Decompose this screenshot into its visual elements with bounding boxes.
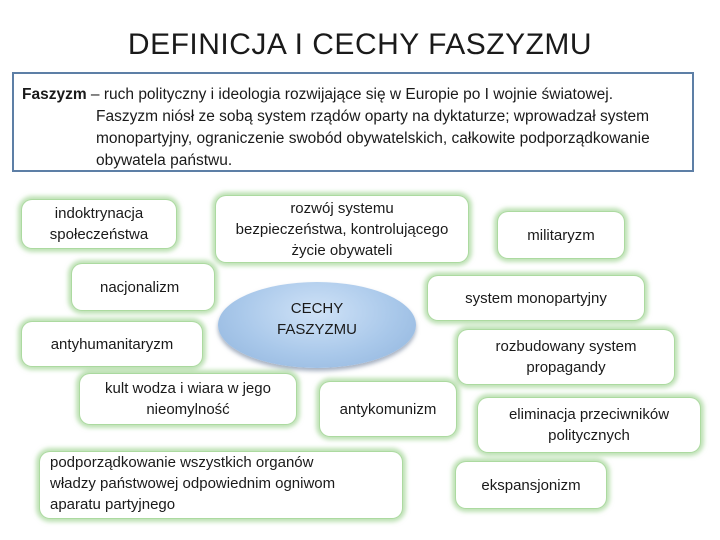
feature-indoktrynacja-line-1: indoktrynacja [54,205,144,222]
feature-rozwoj-line-1: rozwój systemu [290,199,394,217]
feature-eliminacja-line-1: eliminacja przeciwników [508,406,670,423]
center-label [277,298,357,340]
feature-nacjonalizm [72,264,214,310]
definition-term: Faszyzm [22,86,87,103]
definition-line-3: monopartyjny, ograniczenie swobód obywatelskich, całkowite podporządkowanie [96,130,650,147]
feature-ekspansjonizm [456,462,606,508]
center-node [218,282,416,368]
page-title: DEFINICJA I CECHY FASZYZMU [127,28,593,61]
feature-nacjonalizm-label: nacjonalizm [100,278,180,296]
definition-box [12,72,694,172]
definition-line-2: Faszyzm niósł ze sobą system rządów oparty na dyktaturze; wprowadzał system [96,108,650,125]
feature-kult-line-1: kult wodza i wiara w jego [105,380,271,397]
feature-podporzadkowanie [40,452,402,518]
definition-line-1 [22,84,684,106]
center-line-1: CECHY [290,300,344,317]
feature-monopartyjny-label: system monopartyjny [465,289,607,307]
feature-rozwoj-line-2: bezpieczeństwa, kontrolującego [235,220,449,238]
feature-eliminacja [478,398,700,452]
feature-eliminacja-line-2: politycznych [548,427,630,444]
feature-militaryzm-label: militaryzm [527,226,595,244]
feature-kult-line-2: nieomylność [146,401,230,418]
feature-propaganda [458,330,674,384]
feature-podporzadkowanie-line-2: władzy państwowej odpowiednim ogniwom [50,475,336,492]
feature-indoktrynacja-line-2: społeczeństwa [49,226,149,243]
definition-line-4: obywatela państwu. [96,152,233,169]
feature-antyhumanitaryzm [22,322,202,366]
feature-kult-wodza [80,374,296,424]
feature-militaryzm [498,212,624,258]
feature-system-monopartyjny [428,276,644,320]
feature-antyhumanitaryzm-label: antyhumanitaryzm [50,335,174,353]
feature-propaganda-line-2: propagandy [526,359,606,376]
center-line-2: FASZYZMU [276,321,357,338]
feature-podporzadkowanie-line-3: aparatu partyjnego [50,496,176,513]
feature-indoktrynacja [22,200,176,248]
feature-rozwoj-line-3: życie obywateli [291,241,393,259]
feature-podporzadkowanie-line-1: podporządkowanie wszystkich organów [50,454,314,471]
feature-rozwoj-systemu [216,196,468,262]
feature-antykomunizm-label: antykomunizm [339,400,437,418]
feature-propaganda-line-1: rozbudowany system [495,338,637,355]
definition-line-1-text: – ruch polityczny i ideologia rozwijające się w Europie po I wojnie światowej. [86,86,614,103]
feature-antykomunizm [320,382,456,436]
feature-ekspansjonizm-label: ekspansjonizm [481,476,581,494]
